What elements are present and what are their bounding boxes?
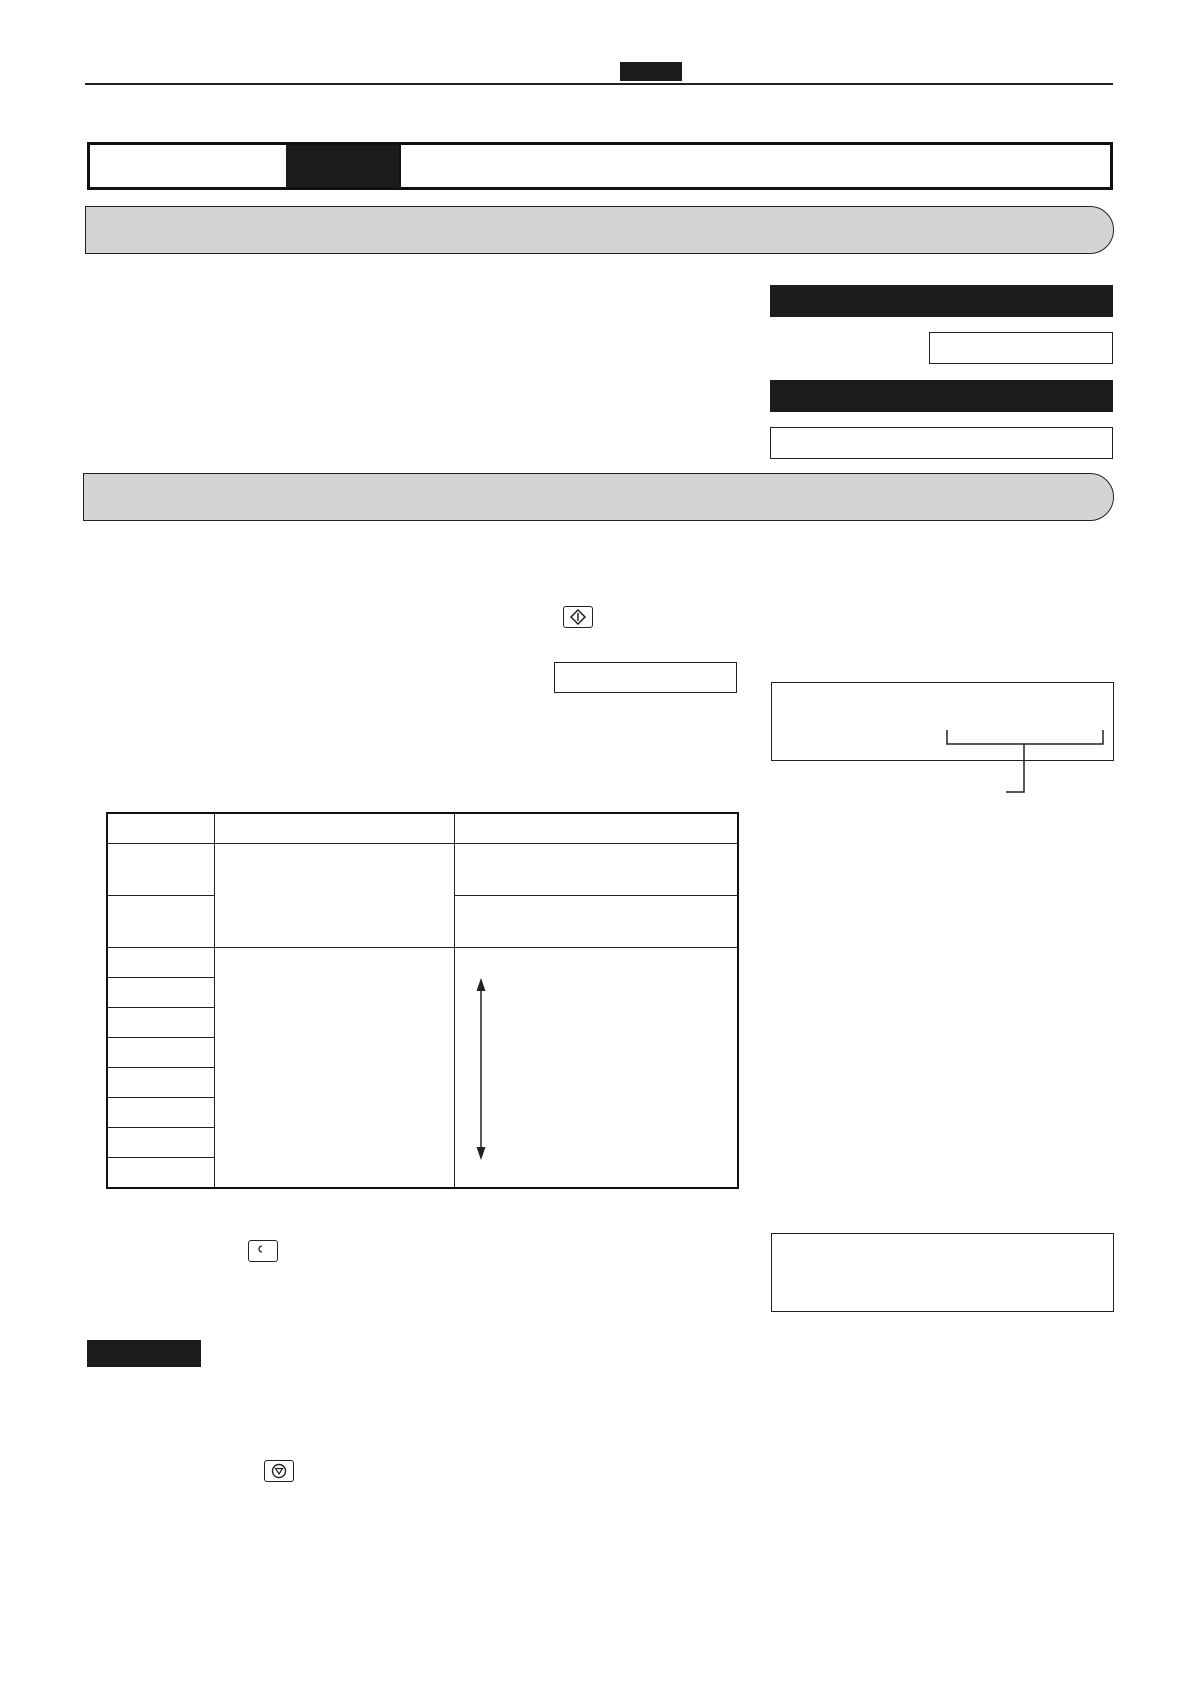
table-header-cell bbox=[454, 813, 738, 844]
table-cell bbox=[107, 1158, 214, 1189]
start-key[interactable] bbox=[563, 606, 593, 628]
table-header-row bbox=[107, 813, 738, 844]
table-cell bbox=[454, 844, 738, 896]
setting-table bbox=[106, 812, 739, 1189]
table-cell bbox=[454, 896, 738, 948]
table-cell bbox=[107, 844, 214, 896]
table-cell bbox=[107, 978, 214, 1008]
table-cell bbox=[107, 1008, 214, 1038]
table-row bbox=[107, 844, 738, 896]
table-cell bbox=[107, 1038, 214, 1068]
stop-octagon-icon bbox=[270, 1462, 288, 1480]
section-heading-1 bbox=[85, 206, 1114, 254]
table-header-cell bbox=[107, 813, 214, 844]
table-cell bbox=[107, 1068, 214, 1098]
table-cell-merged bbox=[214, 948, 454, 1189]
side-panel-value-box-2 bbox=[770, 427, 1113, 459]
clear-key[interactable] bbox=[248, 1240, 278, 1262]
section-heading-2 bbox=[83, 473, 1114, 521]
header-rule bbox=[85, 83, 1113, 85]
stop-key[interactable] bbox=[264, 1460, 294, 1482]
page-tab bbox=[620, 62, 682, 81]
title-cell-1 bbox=[90, 145, 286, 187]
table-cell bbox=[107, 896, 214, 948]
side-panel-bar-1 bbox=[770, 285, 1113, 317]
start-diamond-icon bbox=[569, 609, 587, 625]
side-panel-bar-2 bbox=[770, 380, 1113, 412]
side-panel-value-box-1 bbox=[929, 332, 1113, 364]
title-cell-2 bbox=[286, 145, 399, 187]
title-cell-3 bbox=[399, 145, 1110, 187]
note-label bbox=[87, 1340, 201, 1367]
title-bar bbox=[87, 142, 1113, 190]
table-cell bbox=[107, 1128, 214, 1158]
range-cell bbox=[454, 948, 738, 1189]
display-box bbox=[554, 662, 737, 693]
table-header-cell bbox=[214, 813, 454, 844]
bracket-callout bbox=[940, 725, 1110, 795]
table-cell bbox=[107, 948, 214, 978]
clear-c-icon bbox=[254, 1243, 272, 1259]
double-arrow-icon bbox=[473, 978, 489, 1160]
table-row bbox=[107, 948, 738, 978]
lcd-display-2 bbox=[771, 1233, 1114, 1312]
table-cell bbox=[107, 1098, 214, 1128]
table-cell-merged bbox=[214, 844, 454, 948]
